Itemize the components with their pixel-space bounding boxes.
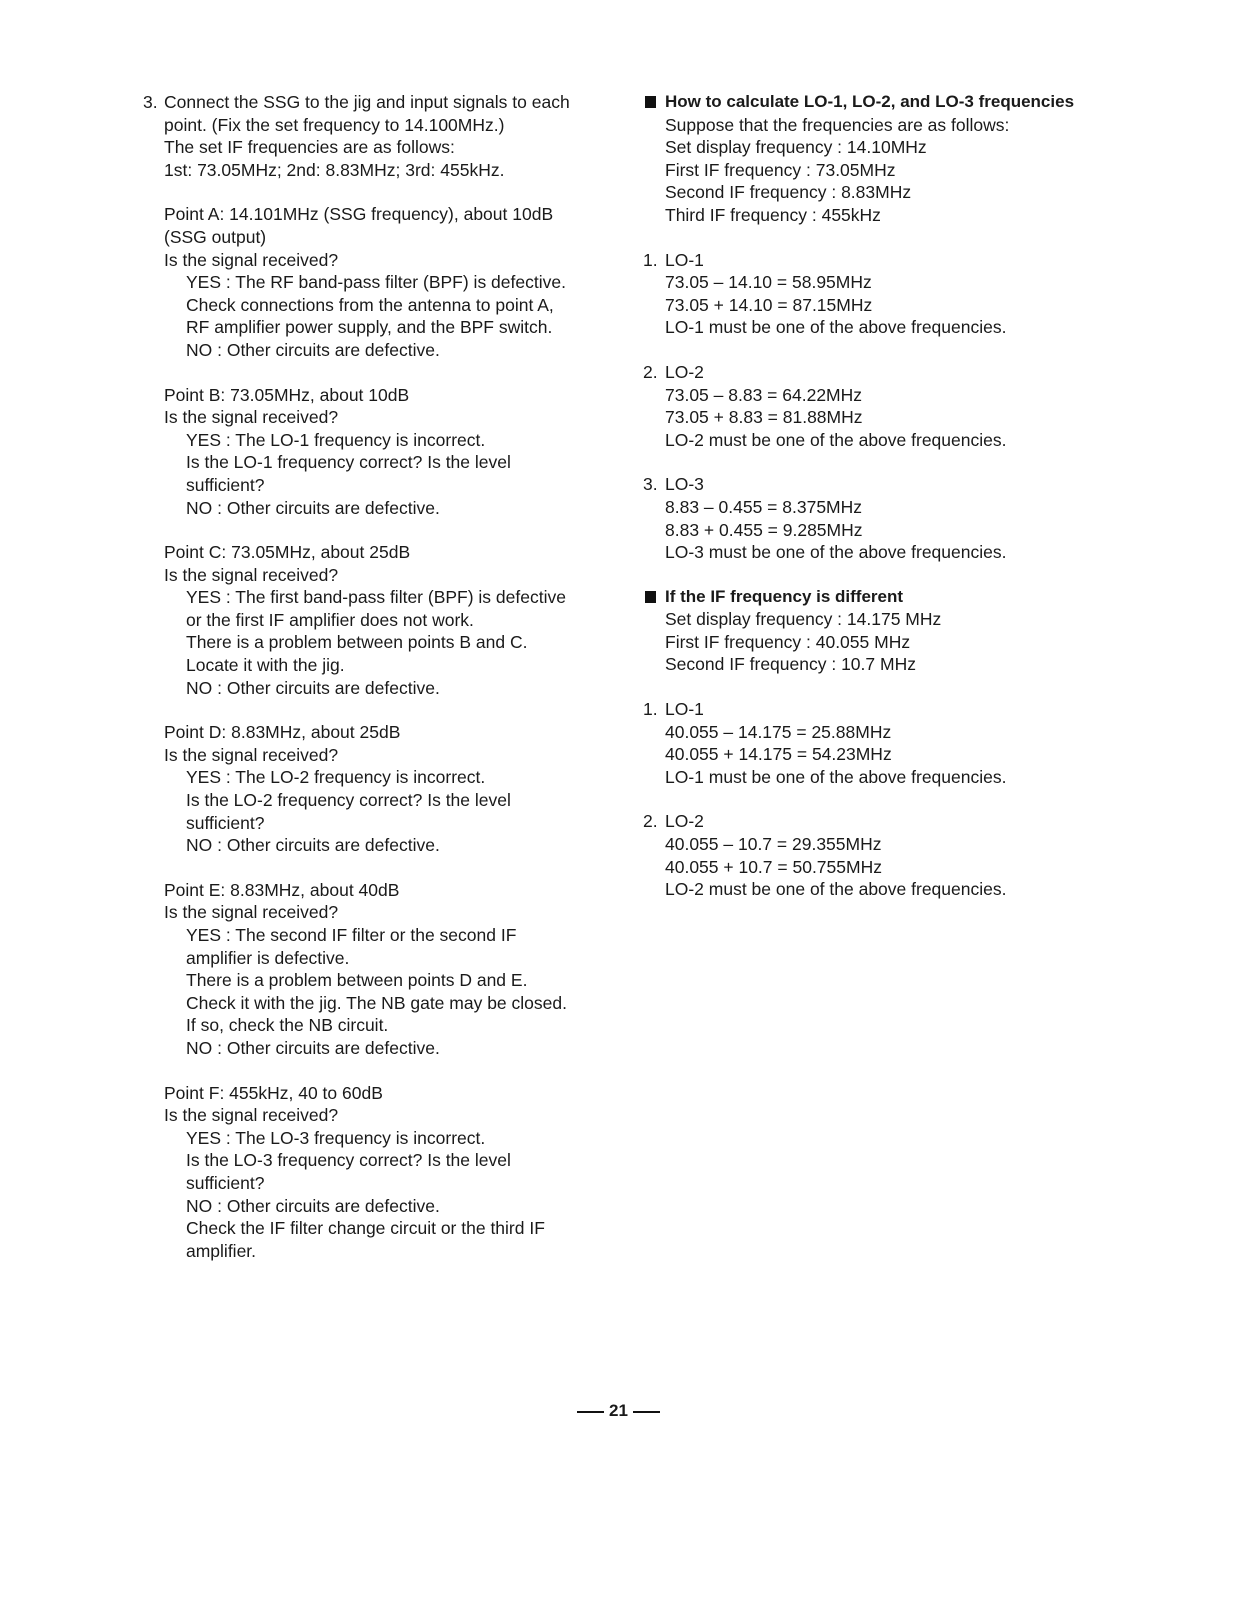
- lo-2-calc-alt: [643, 810, 1103, 900]
- answer-line: sufficient?: [186, 474, 265, 495]
- point-question: Is the signal received?: [164, 902, 339, 923]
- section-different-if: [643, 586, 1103, 901]
- step-number: 3.: [143, 92, 158, 112]
- answer-line: sufficient?: [186, 1172, 265, 1193]
- answer-line: YES : The LO-2 frequency is incorrect.: [186, 767, 486, 788]
- answer-line: Locate it with the jig.: [186, 655, 345, 676]
- intro-line: point. (Fix the set frequency to 14.100MHz.): [164, 114, 505, 135]
- lo-1-calc: [643, 249, 1103, 339]
- intro-line: Connect the SSG to the jig and input signals to each: [164, 92, 570, 112]
- point-title: Point D: 8.83MHz, about 25dB: [164, 722, 401, 743]
- point-a: [164, 203, 603, 361]
- list-number: 2.: [643, 811, 658, 832]
- calc-line: 73.05 – 8.83 = 64.22MHz: [665, 384, 863, 405]
- point-title: Point E: 8.83MHz, about 40dB: [164, 879, 400, 900]
- calc-line: 40.055 – 14.175 = 25.88MHz: [665, 721, 892, 742]
- intro-line: First IF frequency : 73.05MHz: [665, 159, 896, 180]
- point-title: Point B: 73.05MHz, about 10dB: [164, 384, 410, 405]
- answer-line: Check it with the jig. The NB gate may be closed.: [186, 992, 567, 1013]
- calc-line: LO-2 must be one of the above frequencies.: [665, 429, 1007, 450]
- section-heading: [643, 91, 1103, 114]
- section-calculate: [643, 91, 1103, 564]
- point-answers: [164, 429, 603, 519]
- answer-line: Is the LO-2 frequency correct? Is the level: [186, 790, 511, 811]
- calc-line: LO-2: [665, 361, 704, 382]
- point-f: [164, 1082, 603, 1263]
- answer-line: YES : The RF band-pass filter (BPF) is defective.: [186, 272, 566, 293]
- point-answers: [164, 924, 603, 1060]
- answer-line: NO : Other circuits are defective.: [186, 677, 440, 698]
- intro-line: Suppose that the frequencies are as follows:: [665, 114, 1010, 135]
- answer-line: Is the LO-3 frequency correct? Is the level: [186, 1150, 511, 1171]
- lo-2-calc: [643, 361, 1103, 451]
- list-number: 3.: [643, 474, 658, 495]
- point-answers: [164, 586, 603, 699]
- intro-line: First IF frequency : 40.055 MHz: [665, 631, 911, 652]
- intro-line: The set IF frequencies are as follows:: [164, 137, 455, 158]
- calc-line: 8.83 – 0.455 = 8.375MHz: [665, 496, 863, 517]
- lo-1-calc-alt: [643, 698, 1103, 788]
- point-question: Is the signal received?: [164, 407, 339, 428]
- point-answers: [164, 271, 603, 361]
- square-bullet-icon: [645, 96, 656, 108]
- answer-line: YES : The second IF filter or the second IF: [186, 925, 517, 945]
- intro-line: Set display frequency : 14.10MHz: [665, 137, 927, 158]
- point-question: Is the signal received?: [164, 564, 339, 585]
- intro-line: Third IF frequency : 455kHz: [665, 204, 881, 225]
- point-question: Is the signal received?: [164, 744, 339, 765]
- intro-line: Second IF frequency : 8.83MHz: [665, 182, 912, 203]
- calc-line: LO-1 must be one of the above frequencies.: [665, 766, 1007, 787]
- section-intro: [643, 114, 1103, 227]
- right-column: [643, 91, 1103, 901]
- point-b: [164, 384, 603, 520]
- answer-line: Is the LO-1 frequency correct? Is the level: [186, 452, 511, 473]
- calc-line: LO-2: [665, 811, 704, 832]
- intro-line: Second IF frequency : 10.7 MHz: [665, 654, 916, 675]
- point-e: [164, 879, 603, 1060]
- point-answers: [164, 766, 603, 856]
- list-number: 2.: [643, 361, 658, 382]
- answer-line: NO : Other circuits are defective.: [186, 1037, 440, 1058]
- answer-line: There is a problem between points D and E.: [186, 970, 528, 991]
- step-intro: [164, 91, 603, 181]
- square-bullet-icon: [645, 591, 656, 603]
- point-question: Is the signal received?: [164, 1105, 339, 1126]
- left-column: [143, 91, 603, 1262]
- answer-line: NO : Other circuits are defective.: [186, 497, 440, 518]
- calc-line: LO-3 must be one of the above frequencies.: [665, 542, 1007, 563]
- section-heading: [643, 586, 1103, 609]
- calc-line: LO-3: [665, 474, 704, 495]
- list-number: 1.: [643, 699, 658, 720]
- answer-line: or the first IF amplifier does not work.: [186, 609, 474, 630]
- calc-line: LO-1 must be one of the above frequencies.: [665, 317, 1007, 338]
- dash-decoration: [633, 1411, 660, 1413]
- point-title: Point F: 455kHz, 40 to 60dB: [164, 1082, 383, 1103]
- answer-line: NO : Other circuits are defective.: [186, 1195, 440, 1216]
- answer-line: YES : The LO-3 frequency is incorrect.: [186, 1127, 486, 1148]
- page-footer: [0, 1400, 1237, 1423]
- point-d: [164, 721, 603, 857]
- intro-line: Set display frequency : 14.175 MHz: [665, 609, 942, 630]
- answer-line: There is a problem between points B and C.: [186, 632, 528, 653]
- calc-line: 40.055 + 14.175 = 54.23MHz: [665, 744, 892, 765]
- point-c: [164, 541, 603, 699]
- section-heading-text: How to calculate LO-1, LO-2, and LO-3 frequencies: [665, 92, 1075, 111]
- answer-line: NO : Other circuits are defective.: [186, 339, 440, 360]
- section-heading-text: If the IF frequency is different: [665, 586, 904, 606]
- answer-line: amplifier is defective.: [186, 947, 350, 968]
- point-title: Point A: 14.101MHz (SSG frequency), about 10dB: [164, 204, 554, 225]
- answer-line: NO : Other circuits are defective.: [186, 835, 440, 856]
- calc-line: 40.055 + 10.7 = 50.755MHz: [665, 856, 882, 877]
- answer-line: Check the IF filter change circuit or the third IF: [186, 1218, 545, 1239]
- answer-line: Check connections from the antenna to point A,: [186, 294, 554, 315]
- list-number: 1.: [643, 249, 658, 270]
- calc-line: LO-1: [665, 249, 704, 270]
- calc-line: 73.05 + 14.10 = 87.15MHz: [665, 294, 873, 315]
- calc-line: 8.83 + 0.455 = 9.285MHz: [665, 519, 863, 540]
- calc-line: LO-1: [665, 699, 704, 720]
- step-3: [143, 91, 603, 1262]
- answer-line: sufficient?: [186, 812, 265, 833]
- calc-line: LO-2 must be one of the above frequencies.: [665, 879, 1007, 900]
- answer-line: YES : The first band-pass filter (BPF) is defective: [186, 587, 566, 608]
- dash-decoration: [577, 1411, 604, 1413]
- page-number: 21: [609, 1401, 628, 1420]
- calc-line: 73.05 – 14.10 = 58.95MHz: [665, 272, 872, 293]
- answer-line: amplifier.: [186, 1240, 257, 1261]
- section-intro: [643, 608, 1103, 676]
- answer-line: If so, check the NB circuit.: [186, 1015, 389, 1036]
- calc-line: 73.05 + 8.83 = 81.88MHz: [665, 407, 863, 428]
- calc-line: 40.055 – 10.7 = 29.355MHz: [665, 834, 882, 855]
- point-answers: [164, 1127, 603, 1263]
- point-title: (SSG output): [164, 226, 267, 247]
- answer-line: YES : The LO-1 frequency is incorrect.: [186, 429, 486, 450]
- answer-line: RF amplifier power supply, and the BPF switch.: [186, 317, 553, 338]
- point-question: Is the signal received?: [164, 249, 339, 270]
- point-title: Point C: 73.05MHz, about 25dB: [164, 542, 411, 563]
- lo-3-calc: [643, 473, 1103, 563]
- intro-line: 1st: 73.05MHz; 2nd: 8.83MHz; 3rd: 455kHz.: [164, 159, 505, 180]
